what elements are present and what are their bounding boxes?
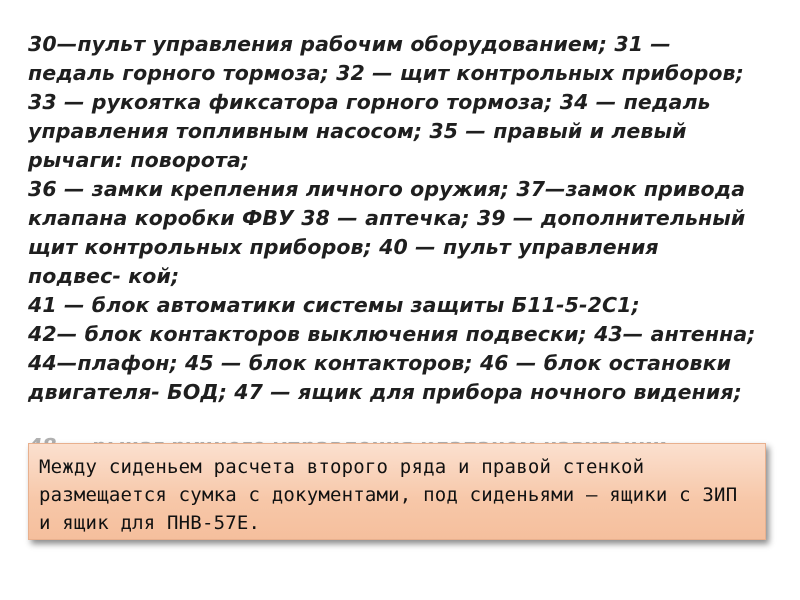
legend-paragraph: 41 — блок автоматики системы защиты Б11-5-2С1; [28,293,640,317]
note-text: Между сиденьем расчета второго ряда и правой стенкой размещается сумка с документами, под сиденьями — ящики с ЗИП и ящик для ПНВ-57Е. [39,456,738,534]
legend-paragraph: 42— блок контакторов выключения подвески; 43— антенна; [28,322,756,346]
equipment-legend [28,30,758,442]
legend-paragraph: 30—пульт управления рабочим оборудованием; 31 — педаль горного тормоза; 32 — щит контрольных приборов; 33 — рукоятка фиксатора горного тормоза; 34 — педаль управления топливным насосом; 35 — правый и левый рычаги: поворота; [28,32,744,172]
legend-paragraph: 44—плафон; 45 — блок контакторов; 46 — блок остановки двигателя- БОД; 47 — ящик для прибора ночного видения; [28,351,742,404]
legend-paragraph: 36 — замки крепления личного оружия; 37—замок привода клапана коробки ФВУ 38 — аптечка; 39 — дополнительный щит контрольных приборов; 40 — пульт управления подвес- кой; [28,177,746,288]
note-callout [28,443,766,540]
